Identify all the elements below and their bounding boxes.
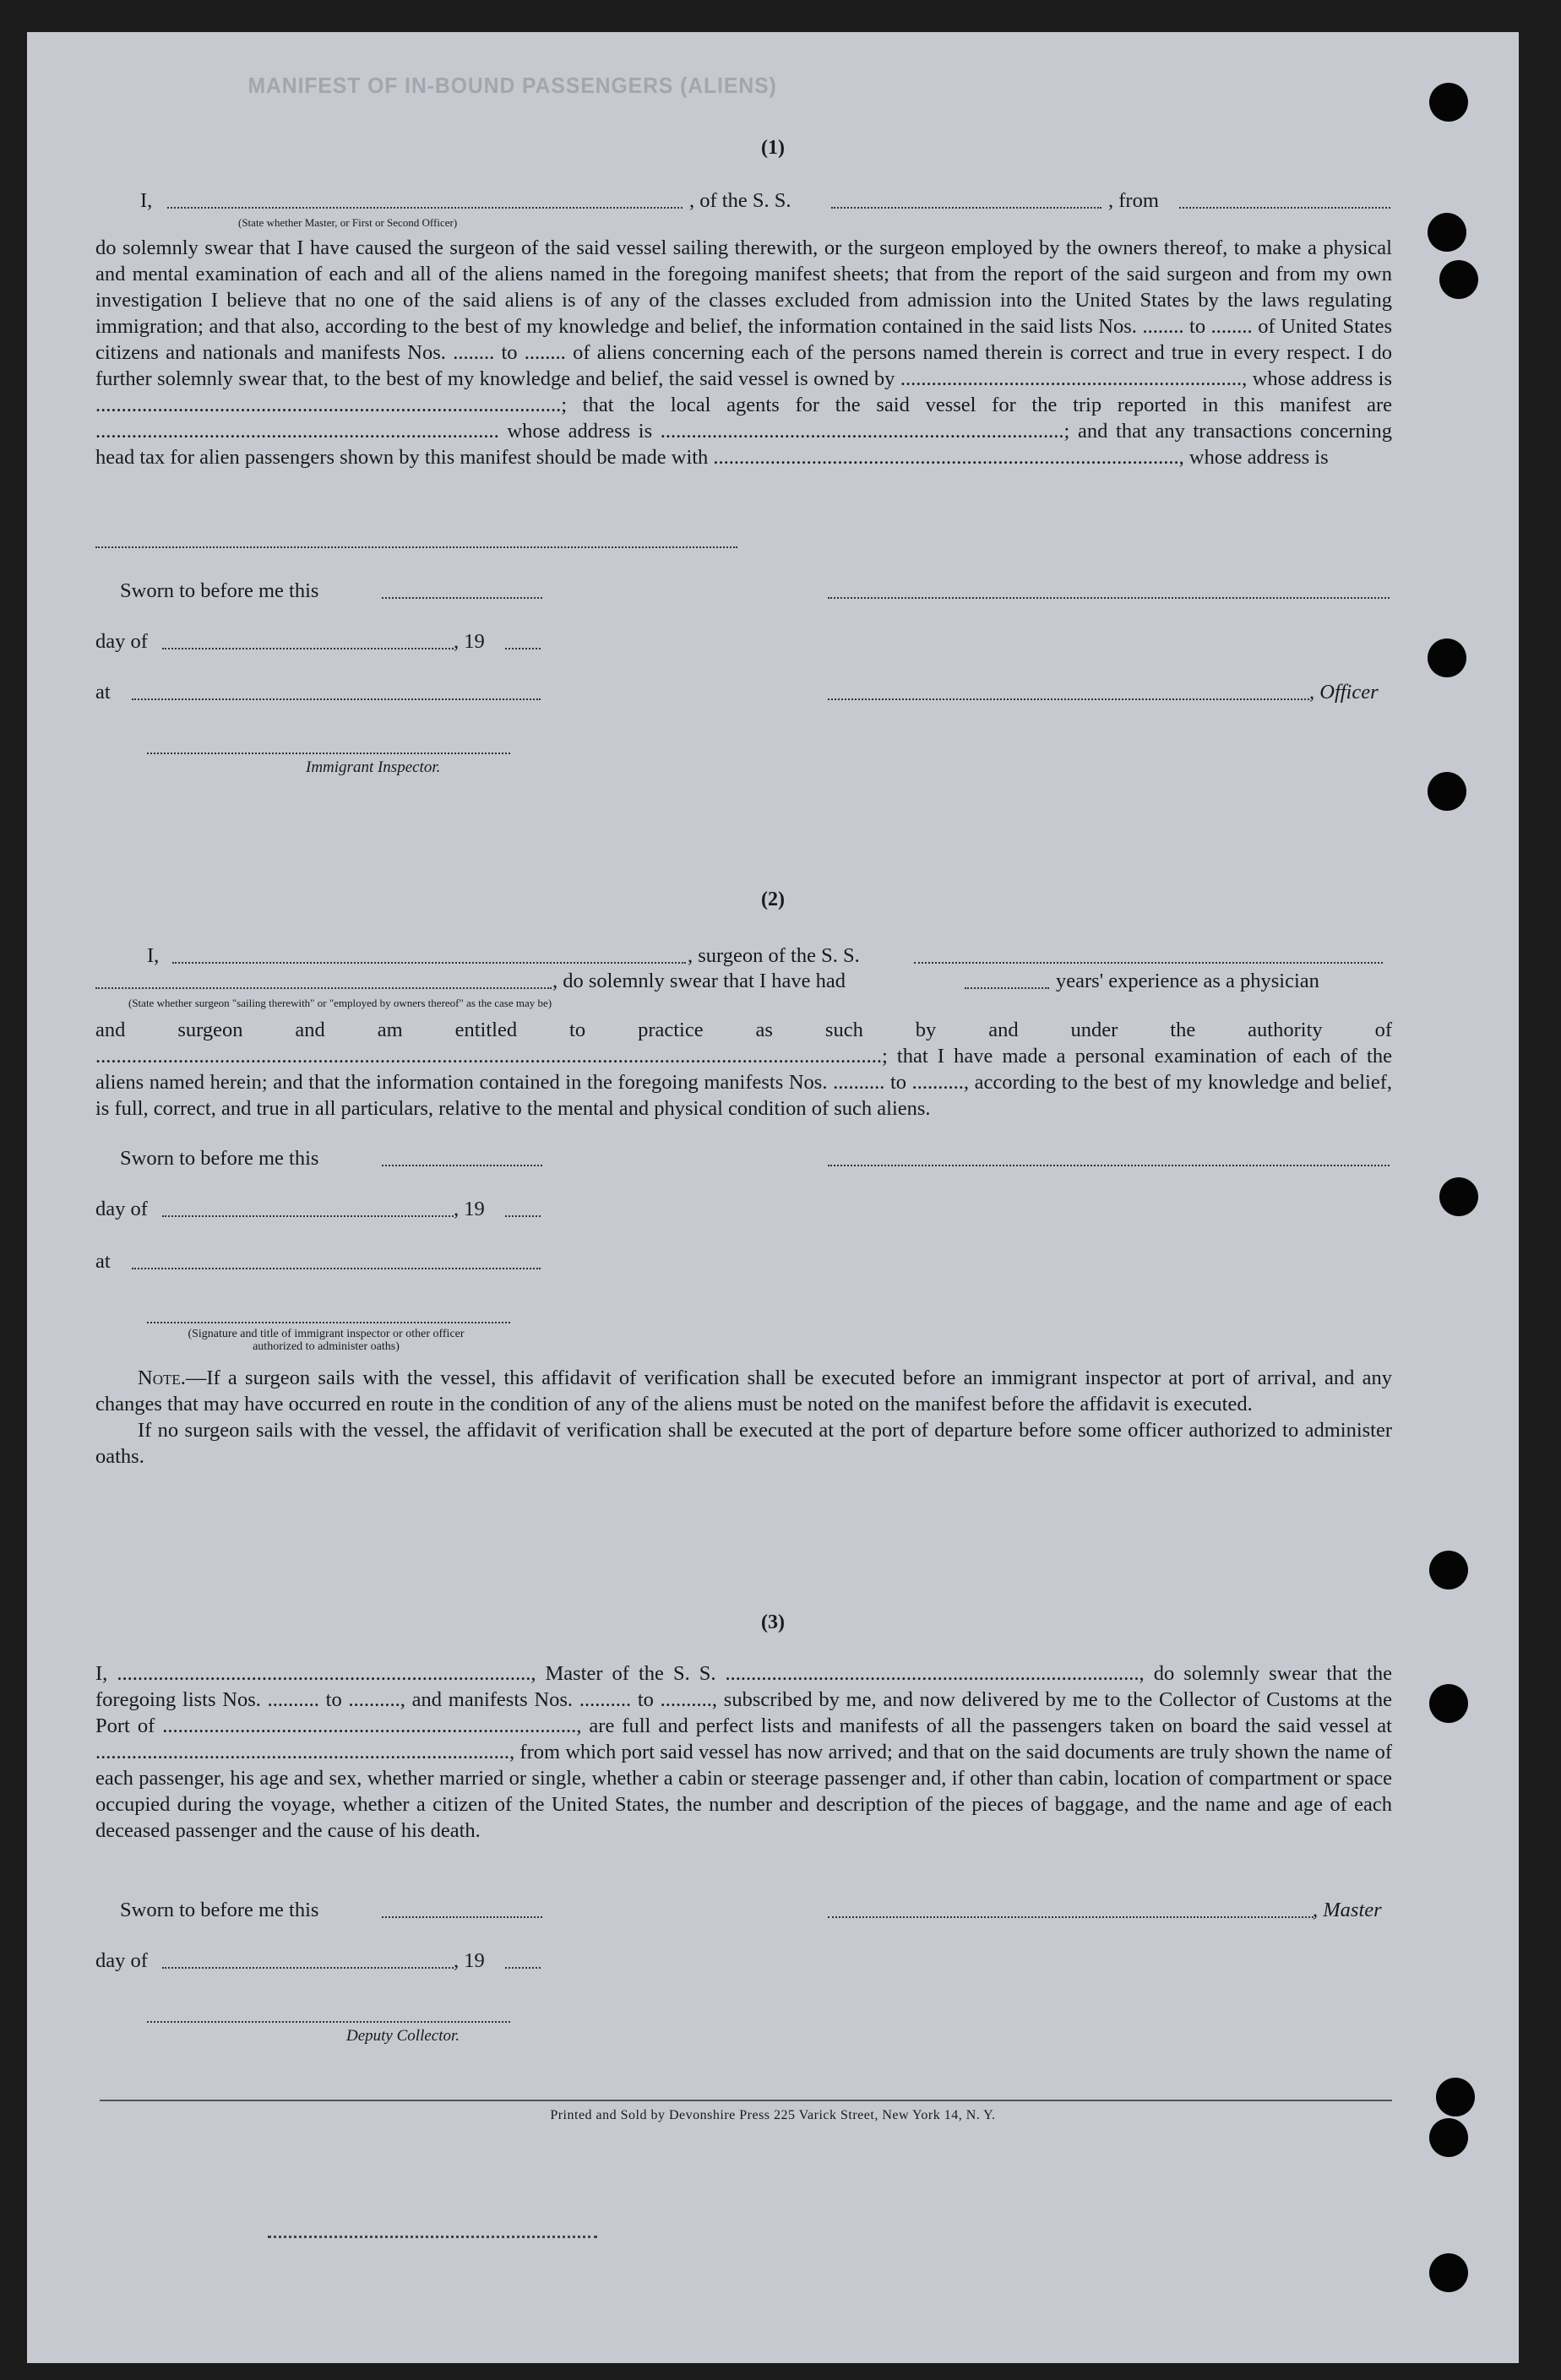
punch-hole bbox=[1428, 772, 1466, 811]
year-field-2[interactable] bbox=[505, 1214, 541, 1217]
day-of-label-1: day of bbox=[95, 630, 148, 653]
year-label-1: , 19 bbox=[454, 630, 485, 653]
label-i: I, bbox=[140, 189, 153, 212]
vessel-name-field[interactable] bbox=[831, 206, 1101, 209]
note-label: Note. bbox=[138, 1367, 186, 1389]
note-paragraph-1 bbox=[95, 1365, 1392, 1417]
surgeon-vessel-field[interactable] bbox=[914, 961, 1383, 964]
inspector-oath-signature-line[interactable] bbox=[147, 1321, 510, 1323]
manifest-page-back bbox=[27, 32, 1519, 2363]
stamp-dots bbox=[268, 2235, 597, 2238]
printer-imprint: Printed and Sold by Devonshire Press 225 Varick Street, New York 14, N. Y. bbox=[550, 2108, 996, 2122]
from-port-field[interactable] bbox=[1179, 206, 1390, 209]
section-3-heading: (3) bbox=[761, 1611, 785, 1633]
collector-label: Deputy Collector. bbox=[346, 2027, 460, 2045]
label-do-solemnly: , do solemnly swear that I have had bbox=[552, 970, 846, 992]
label-from: , from bbox=[1108, 189, 1159, 212]
section-1-line-1 bbox=[140, 189, 152, 213]
surgeon-name-field[interactable] bbox=[172, 961, 686, 964]
footer-rule bbox=[100, 2100, 1392, 2101]
sworn-label-2: Sworn to before me this bbox=[120, 1147, 319, 1170]
day-of-field-3[interactable] bbox=[162, 1966, 454, 1969]
section-1-oath bbox=[95, 235, 1392, 470]
inspector-label: Immigrant Inspector. bbox=[306, 758, 441, 776]
day-of-label-2: day of bbox=[95, 1198, 148, 1220]
at-field-2[interactable] bbox=[132, 1267, 541, 1269]
tax-address-field[interactable] bbox=[95, 546, 737, 548]
label-i-2: I, bbox=[147, 944, 160, 967]
at-label-1: at bbox=[95, 681, 111, 704]
surgeon-status-field[interactable] bbox=[95, 986, 552, 989]
master-signature-line[interactable] bbox=[828, 1915, 1314, 1918]
section-2-oath bbox=[95, 1017, 1392, 1122]
year-label-3: , 19 bbox=[454, 1949, 485, 1972]
collector-signature-line[interactable] bbox=[147, 2020, 510, 2023]
punch-hole bbox=[1429, 83, 1468, 122]
at-field-1[interactable] bbox=[132, 698, 541, 700]
year-label-2: , 19 bbox=[454, 1198, 485, 1220]
day-of-label-3: day of bbox=[95, 1949, 148, 1972]
surgeon-signature-line[interactable] bbox=[828, 1164, 1390, 1166]
label-years-experience: years' experience as a physician bbox=[1056, 970, 1319, 992]
year-field-3[interactable] bbox=[505, 1966, 541, 1969]
section-3-paragraph: I, ................................................................................, Master of the S. S. ................................................................................, do solemnly swear that the foregoing lists Nos. .......... to .........., and manifests Nos. .......... to .........., subscribed by me, and now delivered by me to the Collector of Customs at the Port of ................................................................................, are full and perfect lists and manifests of all the passengers taken on board the said vessel at ................................................................................, from which port said vessel has now arrived; and that on the said documents are truly shown the name of each passenger, his age and sex, whether married or single, whether a cabin or steerage passenger and, if other than cabin, location of compartment or space occupied during the voyage, whether a citizen of the United States, the number and description of the pieces of baggage, and the name and age of each deceased passenger and the cause of his death. bbox=[95, 1662, 1392, 1842]
punch-hole bbox=[1429, 2253, 1468, 2292]
sworn-day-field-1[interactable] bbox=[382, 596, 542, 599]
section-1-paragraph: do solemnly swear that I have caused the surgeon of the said vessel sailing therewith, or the surgeon employed by the owners thereof, to make a physical and mental examination of each and all of the aliens named in the foregoing manifest sheets; that from the report of the said surgeon and from my own investigation I believe that no one of the said aliens is of any of the classes excluded from admission into the United States by the laws regulating immigration; and that also, according to the best of my knowledge and belief, the information contained in the said lists Nos. ........ to ........ of United States citizens and nationals and manifests Nos. ........ to ........ of aliens concerning each of the persons named therein is correct and true in every respect. I do further solemnly swear that, to the best of my knowledge and belief, the said vessel is owned by .................................................................., whose address is ..........................................................................................; that the local agents for the said vessel for the trip reported in this manifest are .............................................................................. whose address is ..............................................................................; and that any transactions concerning head tax for alien passengers shown by this manifest should be made with .........................................................................................., whose address is bbox=[95, 236, 1392, 469]
note-block bbox=[95, 1365, 1392, 1470]
punch-hole bbox=[1429, 1684, 1468, 1723]
master-label: , Master bbox=[1313, 1899, 1382, 1921]
sworn-day-field-2[interactable] bbox=[382, 1164, 542, 1166]
punch-hole bbox=[1439, 1177, 1478, 1216]
punch-hole bbox=[1429, 2118, 1468, 2157]
section-2-heading: (2) bbox=[761, 888, 785, 910]
punch-hole bbox=[1429, 1551, 1468, 1589]
sworn-label-3: Sworn to before me this bbox=[120, 1899, 319, 1921]
label-surgeon-of-ss: , surgeon of the S. S. bbox=[688, 944, 860, 967]
day-of-field-1[interactable] bbox=[162, 647, 454, 649]
bleed-through-header: MANIFEST OF IN-BOUND PASSENGERS (ALIENS) bbox=[247, 73, 777, 98]
sworn-day-field-3[interactable] bbox=[382, 1915, 542, 1918]
officer-label: , Officer bbox=[1309, 681, 1379, 704]
year-field-1[interactable] bbox=[505, 647, 541, 649]
years-experience-field[interactable] bbox=[965, 986, 1049, 989]
officer-name-field[interactable] bbox=[167, 206, 683, 209]
officer-title-field[interactable] bbox=[828, 698, 1309, 700]
officer-signature-line[interactable] bbox=[828, 596, 1390, 599]
label-of-the-ss: , of the S. S. bbox=[689, 189, 791, 212]
section-3-oath bbox=[95, 1660, 1392, 1844]
at-label-2: at bbox=[95, 1250, 111, 1273]
note-paragraph-2: If no surgeon sails with the vessel, the affidavit of verification shall be executed at the port of departure before some officer authorized to administer oaths. bbox=[95, 1419, 1392, 1468]
note-text-1: —If a surgeon sails with the vessel, this affidavit of verification shall be executed before an immigrant inspector at port of arrival, and any changes that may have occurred en route in the condition of any of the aliens must be noted on the manifest before the affidavit is executed. bbox=[95, 1367, 1392, 1416]
punch-hole bbox=[1428, 213, 1466, 252]
section-1-heading: (1) bbox=[761, 137, 785, 159]
punch-hole bbox=[1428, 638, 1466, 677]
officer-rank-note: (State whether Master, or First or Second Officer) bbox=[238, 216, 458, 229]
punch-hole bbox=[1439, 260, 1478, 299]
inspector-oath-label: (Signature and title of immigrant inspector or other officer authorized to administer oaths) bbox=[188, 1328, 465, 1353]
surgeon-status-note: (State whether surgeon "sailing therewith" or "employed by owners thereof" as the case may be) bbox=[128, 997, 552, 1009]
day-of-field-2[interactable] bbox=[162, 1214, 454, 1217]
sworn-label-1: Sworn to before me this bbox=[120, 579, 319, 602]
section-2-paragraph: and surgeon and am entitled to practice as such by and under the authority of ........................................................................................................................................................; that I have made a personal examination of each of the aliens named herein; and that the information contained in the foregoing manifests Nos. .......... to .........., according to the best of my knowledge and belief, is full, correct, and true in all particulars, relative to the mental and physical condition of such aliens. bbox=[95, 1019, 1392, 1120]
inspector-signature-line[interactable] bbox=[147, 752, 510, 754]
